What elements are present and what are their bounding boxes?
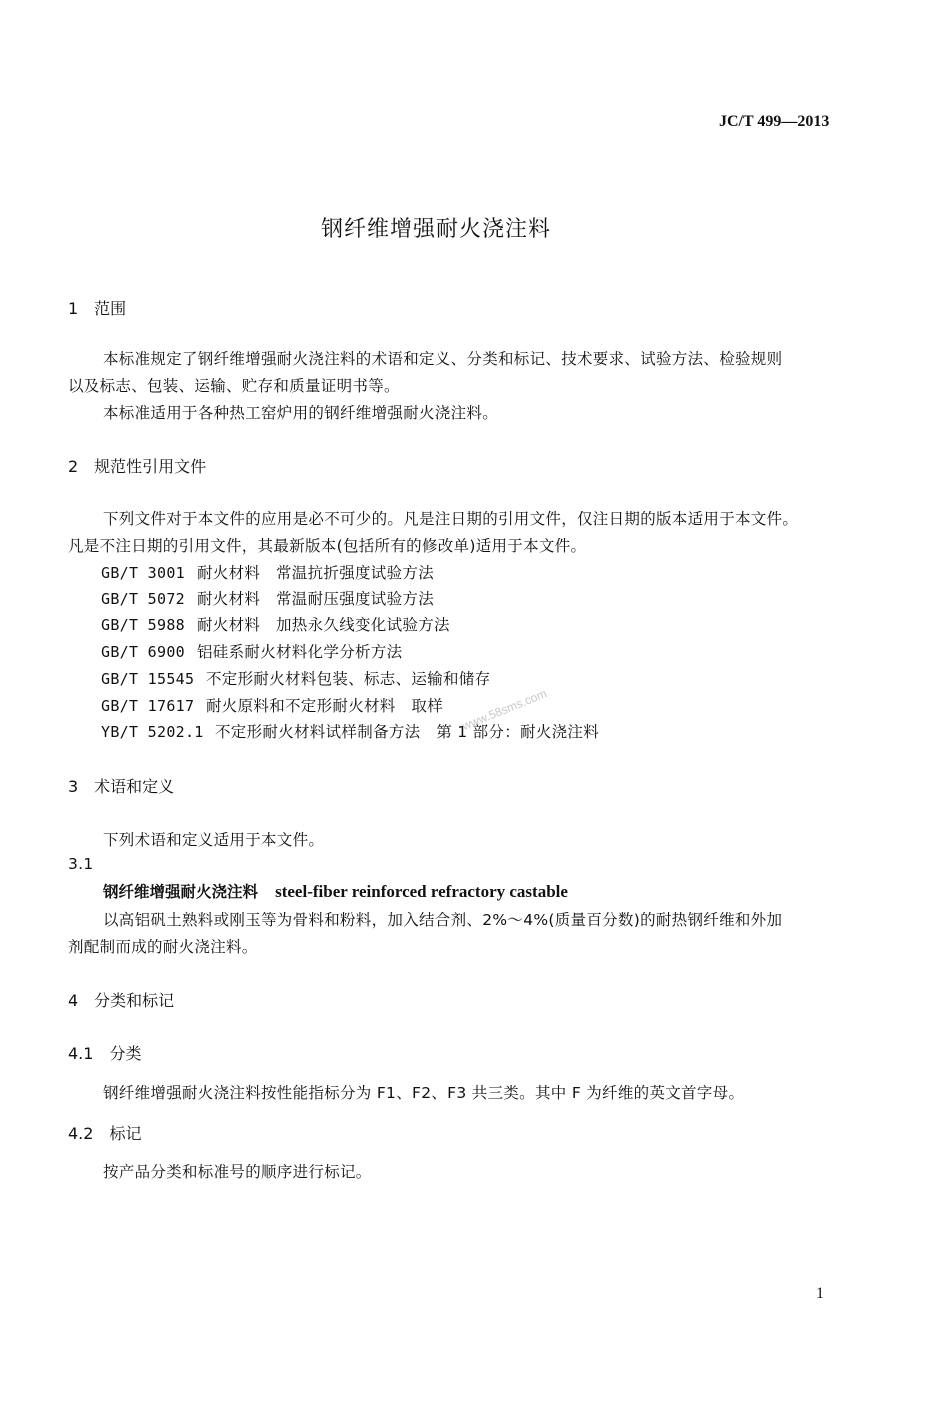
term-english: steel-fiber reinforced refractory castable <box>275 882 568 901</box>
reference-standard-number: GB/T 5988 <box>101 616 185 634</box>
reference-item <box>101 587 434 609</box>
reference-item <box>101 640 402 662</box>
section-2-heading: 2 规范性引用文件 <box>68 457 207 476</box>
section-4-heading: 4 分类和标记 <box>68 991 175 1010</box>
term-chinese: 钢纤维增强耐火浇注料 <box>103 883 259 901</box>
reference-item <box>101 667 490 689</box>
document-title: 钢纤维增强耐火浇注料 <box>321 217 552 242</box>
reference-title: 不定形耐火材料试样制备方法 第 1 部分：耐火浇注料 <box>215 723 600 741</box>
term-definition-line-1: 以高铝矾土熟料或刚玉等为骨料和粉料，加入结合剂、2%～4%(质量百分数)的耐热钢纤维和外加 <box>103 911 783 929</box>
reference-title: 耐火材料 加热永久线变化试验方法 <box>197 616 450 634</box>
subsection-3-1-number: 3.1 <box>68 855 94 873</box>
section-1-paragraph-2: 本标准适用于各种热工窑炉用的钢纤维增强耐火浇注料。 <box>103 404 499 422</box>
reference-standard-number: GB/T 15545 <box>101 670 195 688</box>
reference-standard-number: GB/T 3001 <box>101 564 185 582</box>
standard-code: JC/T 499—2013 <box>719 113 830 130</box>
reference-title: 耐火材料 常温耐压强度试验方法 <box>197 590 435 608</box>
section-1-paragraph-1-line-1: 本标准规定了钢纤维增强耐火浇注料的术语和定义、分类和标记、技术要求、试验方法、检验规则 <box>103 350 783 368</box>
section-3-intro: 下列术语和定义适用于本文件。 <box>103 831 325 849</box>
reference-standard-number: GB/T 5072 <box>101 590 185 608</box>
page-number: 1 <box>816 1285 824 1302</box>
reference-item <box>101 694 443 716</box>
subsection-4-2-text: 按产品分类和标准号的顺序进行标记。 <box>103 1163 372 1181</box>
subsection-4-1-text: 钢纤维增强耐火浇注料按性能指标分为 F1、F2、F3 共三类。其中 F 为纤维的英文首字母。 <box>103 1084 745 1102</box>
watermark: www.58sms.com <box>460 686 549 733</box>
reference-title: 耐火材料 常温抗折强度试验方法 <box>197 564 435 582</box>
subsection-4-1-heading: 4.1 分类 <box>68 1044 142 1063</box>
section-3-heading: 3 术语和定义 <box>68 777 175 796</box>
reference-item <box>101 720 599 742</box>
section-2-paragraph-line-2: 凡是不注日期的引用文件，其最新版本(包括所有的修改单)适用于本文件。 <box>68 537 587 555</box>
subsection-4-2-heading: 4.2 标记 <box>68 1124 142 1143</box>
reference-title: 耐火原料和不定形耐火材料 取样 <box>206 697 444 715</box>
term-definition-line-2: 剂配制而成的耐火浇注料。 <box>68 938 258 956</box>
reference-item <box>101 561 434 583</box>
reference-item <box>101 613 450 635</box>
reference-title: 不定形耐火材料包装、标志、运输和储存 <box>206 670 491 688</box>
section-1-paragraph-1-line-2: 以及标志、包装、运输、贮存和质量证明书等。 <box>68 377 400 395</box>
reference-title: 铝硅系耐火材料化学分析方法 <box>197 643 403 661</box>
section-1-heading: 1 范围 <box>68 299 127 318</box>
section-2-paragraph-line-1: 下列文件对于本文件的应用是必不可少的。凡是注日期的引用文件，仅注日期的版本适用于本文件。 <box>103 510 799 528</box>
term-entry <box>103 880 568 902</box>
reference-standard-number: YB/T 5202.1 <box>101 723 204 741</box>
reference-standard-number: GB/T 17617 <box>101 697 195 715</box>
reference-standard-number: GB/T 6900 <box>101 643 185 661</box>
